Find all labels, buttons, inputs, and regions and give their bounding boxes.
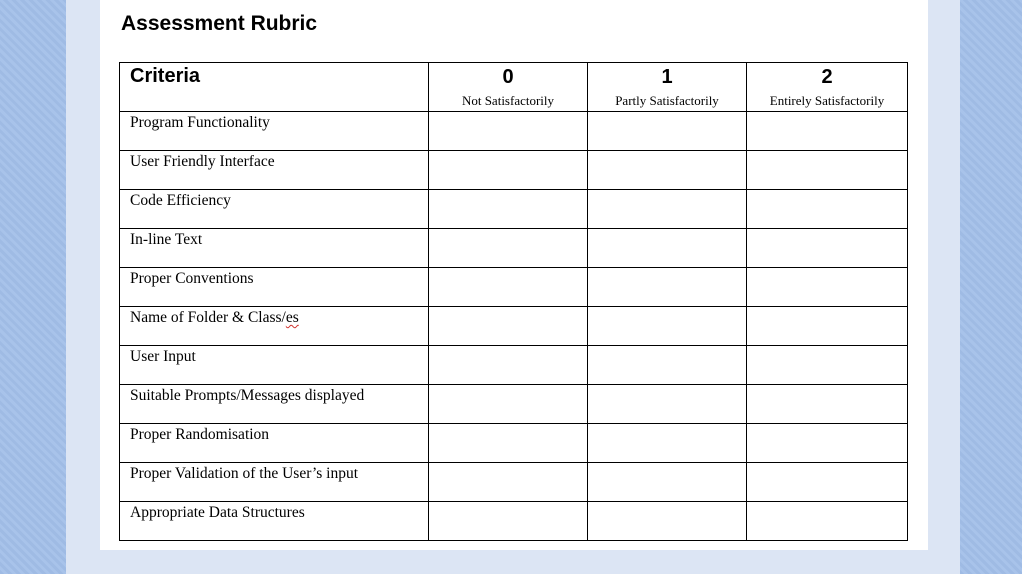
- table-row: [120, 385, 908, 424]
- score-cell-1[interactable]: [588, 424, 747, 463]
- score-cell-2[interactable]: [747, 385, 908, 424]
- slide-frame-right: [960, 0, 1022, 574]
- score-header-0: [429, 63, 588, 112]
- criterion-label: User Input: [120, 346, 429, 385]
- table-row: [120, 463, 908, 502]
- score-cell-0[interactable]: [429, 151, 588, 190]
- criterion-label: Suitable Prompts/Messages displayed: [120, 385, 429, 424]
- score-cell-1[interactable]: [588, 463, 747, 502]
- criterion-label: Proper Validation of the User’s input: [120, 463, 429, 502]
- criterion-label: In-line Text: [120, 229, 429, 268]
- score-label: Entirely Satisfactorily: [769, 93, 885, 108]
- rubric-table: [119, 62, 908, 541]
- score-cell-2[interactable]: [747, 424, 908, 463]
- criteria-header: Criteria: [120, 63, 429, 112]
- score-cell-0[interactable]: [429, 229, 588, 268]
- score-cell-2[interactable]: [747, 463, 908, 502]
- score-cell-2[interactable]: [747, 307, 908, 346]
- score-cell-0[interactable]: [429, 112, 588, 151]
- score-cell-0[interactable]: [429, 307, 588, 346]
- table-row: [120, 151, 908, 190]
- spellcheck-flagged-text: es: [285, 309, 299, 326]
- rubric-header-row: [120, 63, 908, 112]
- score-cell-1[interactable]: [588, 229, 747, 268]
- score-cell-0[interactable]: [429, 385, 588, 424]
- table-row: [120, 502, 908, 541]
- score-cell-0[interactable]: [429, 424, 588, 463]
- score-value: 2: [821, 66, 833, 88]
- criterion-label: Program Functionality: [120, 112, 429, 151]
- score-label: Not Satisfactorily: [461, 93, 555, 108]
- score-header-2: [747, 63, 908, 112]
- document-title: Assessment Rubric: [121, 12, 318, 35]
- score-header-1: [588, 63, 747, 112]
- score-cell-1[interactable]: [588, 268, 747, 307]
- criterion-label: User Friendly Interface: [120, 151, 429, 190]
- table-row: [120, 307, 908, 346]
- score-value: 1: [661, 66, 673, 88]
- criterion-label: Code Efficiency: [120, 190, 429, 229]
- score-cell-2[interactable]: [747, 346, 908, 385]
- score-cell-1[interactable]: [588, 385, 747, 424]
- table-row: [120, 190, 908, 229]
- score-cell-1[interactable]: [588, 190, 747, 229]
- score-cell-1[interactable]: [588, 307, 747, 346]
- score-cell-2[interactable]: [747, 229, 908, 268]
- score-cell-1[interactable]: [588, 502, 747, 541]
- table-row: [120, 268, 908, 307]
- score-cell-2[interactable]: [747, 502, 908, 541]
- criterion-label: Appropriate Data Structures: [120, 502, 429, 541]
- criterion-label: Proper Randomisation: [120, 424, 429, 463]
- score-cell-2[interactable]: [747, 190, 908, 229]
- table-row: [120, 112, 908, 151]
- score-cell-2[interactable]: [747, 151, 908, 190]
- score-cell-0[interactable]: [429, 346, 588, 385]
- score-cell-2[interactable]: [747, 112, 908, 151]
- criterion-label: Proper Conventions: [120, 268, 429, 307]
- score-cell-0[interactable]: [429, 190, 588, 229]
- table-row: [120, 229, 908, 268]
- score-cell-0[interactable]: [429, 268, 588, 307]
- score-cell-1[interactable]: [588, 112, 747, 151]
- criterion-label-text: Name of Folder & Class/: [130, 309, 286, 326]
- slide-frame-left: [0, 0, 66, 574]
- score-cell-1[interactable]: [588, 346, 747, 385]
- score-cell-2[interactable]: [747, 268, 908, 307]
- score-cell-0[interactable]: [429, 502, 588, 541]
- score-value: 0: [502, 66, 514, 88]
- score-cell-0[interactable]: [429, 463, 588, 502]
- score-label: Partly Satisfactorily: [615, 93, 719, 108]
- score-cell-1[interactable]: [588, 151, 747, 190]
- table-row: [120, 424, 908, 463]
- criterion-label: [120, 307, 429, 346]
- table-row: [120, 346, 908, 385]
